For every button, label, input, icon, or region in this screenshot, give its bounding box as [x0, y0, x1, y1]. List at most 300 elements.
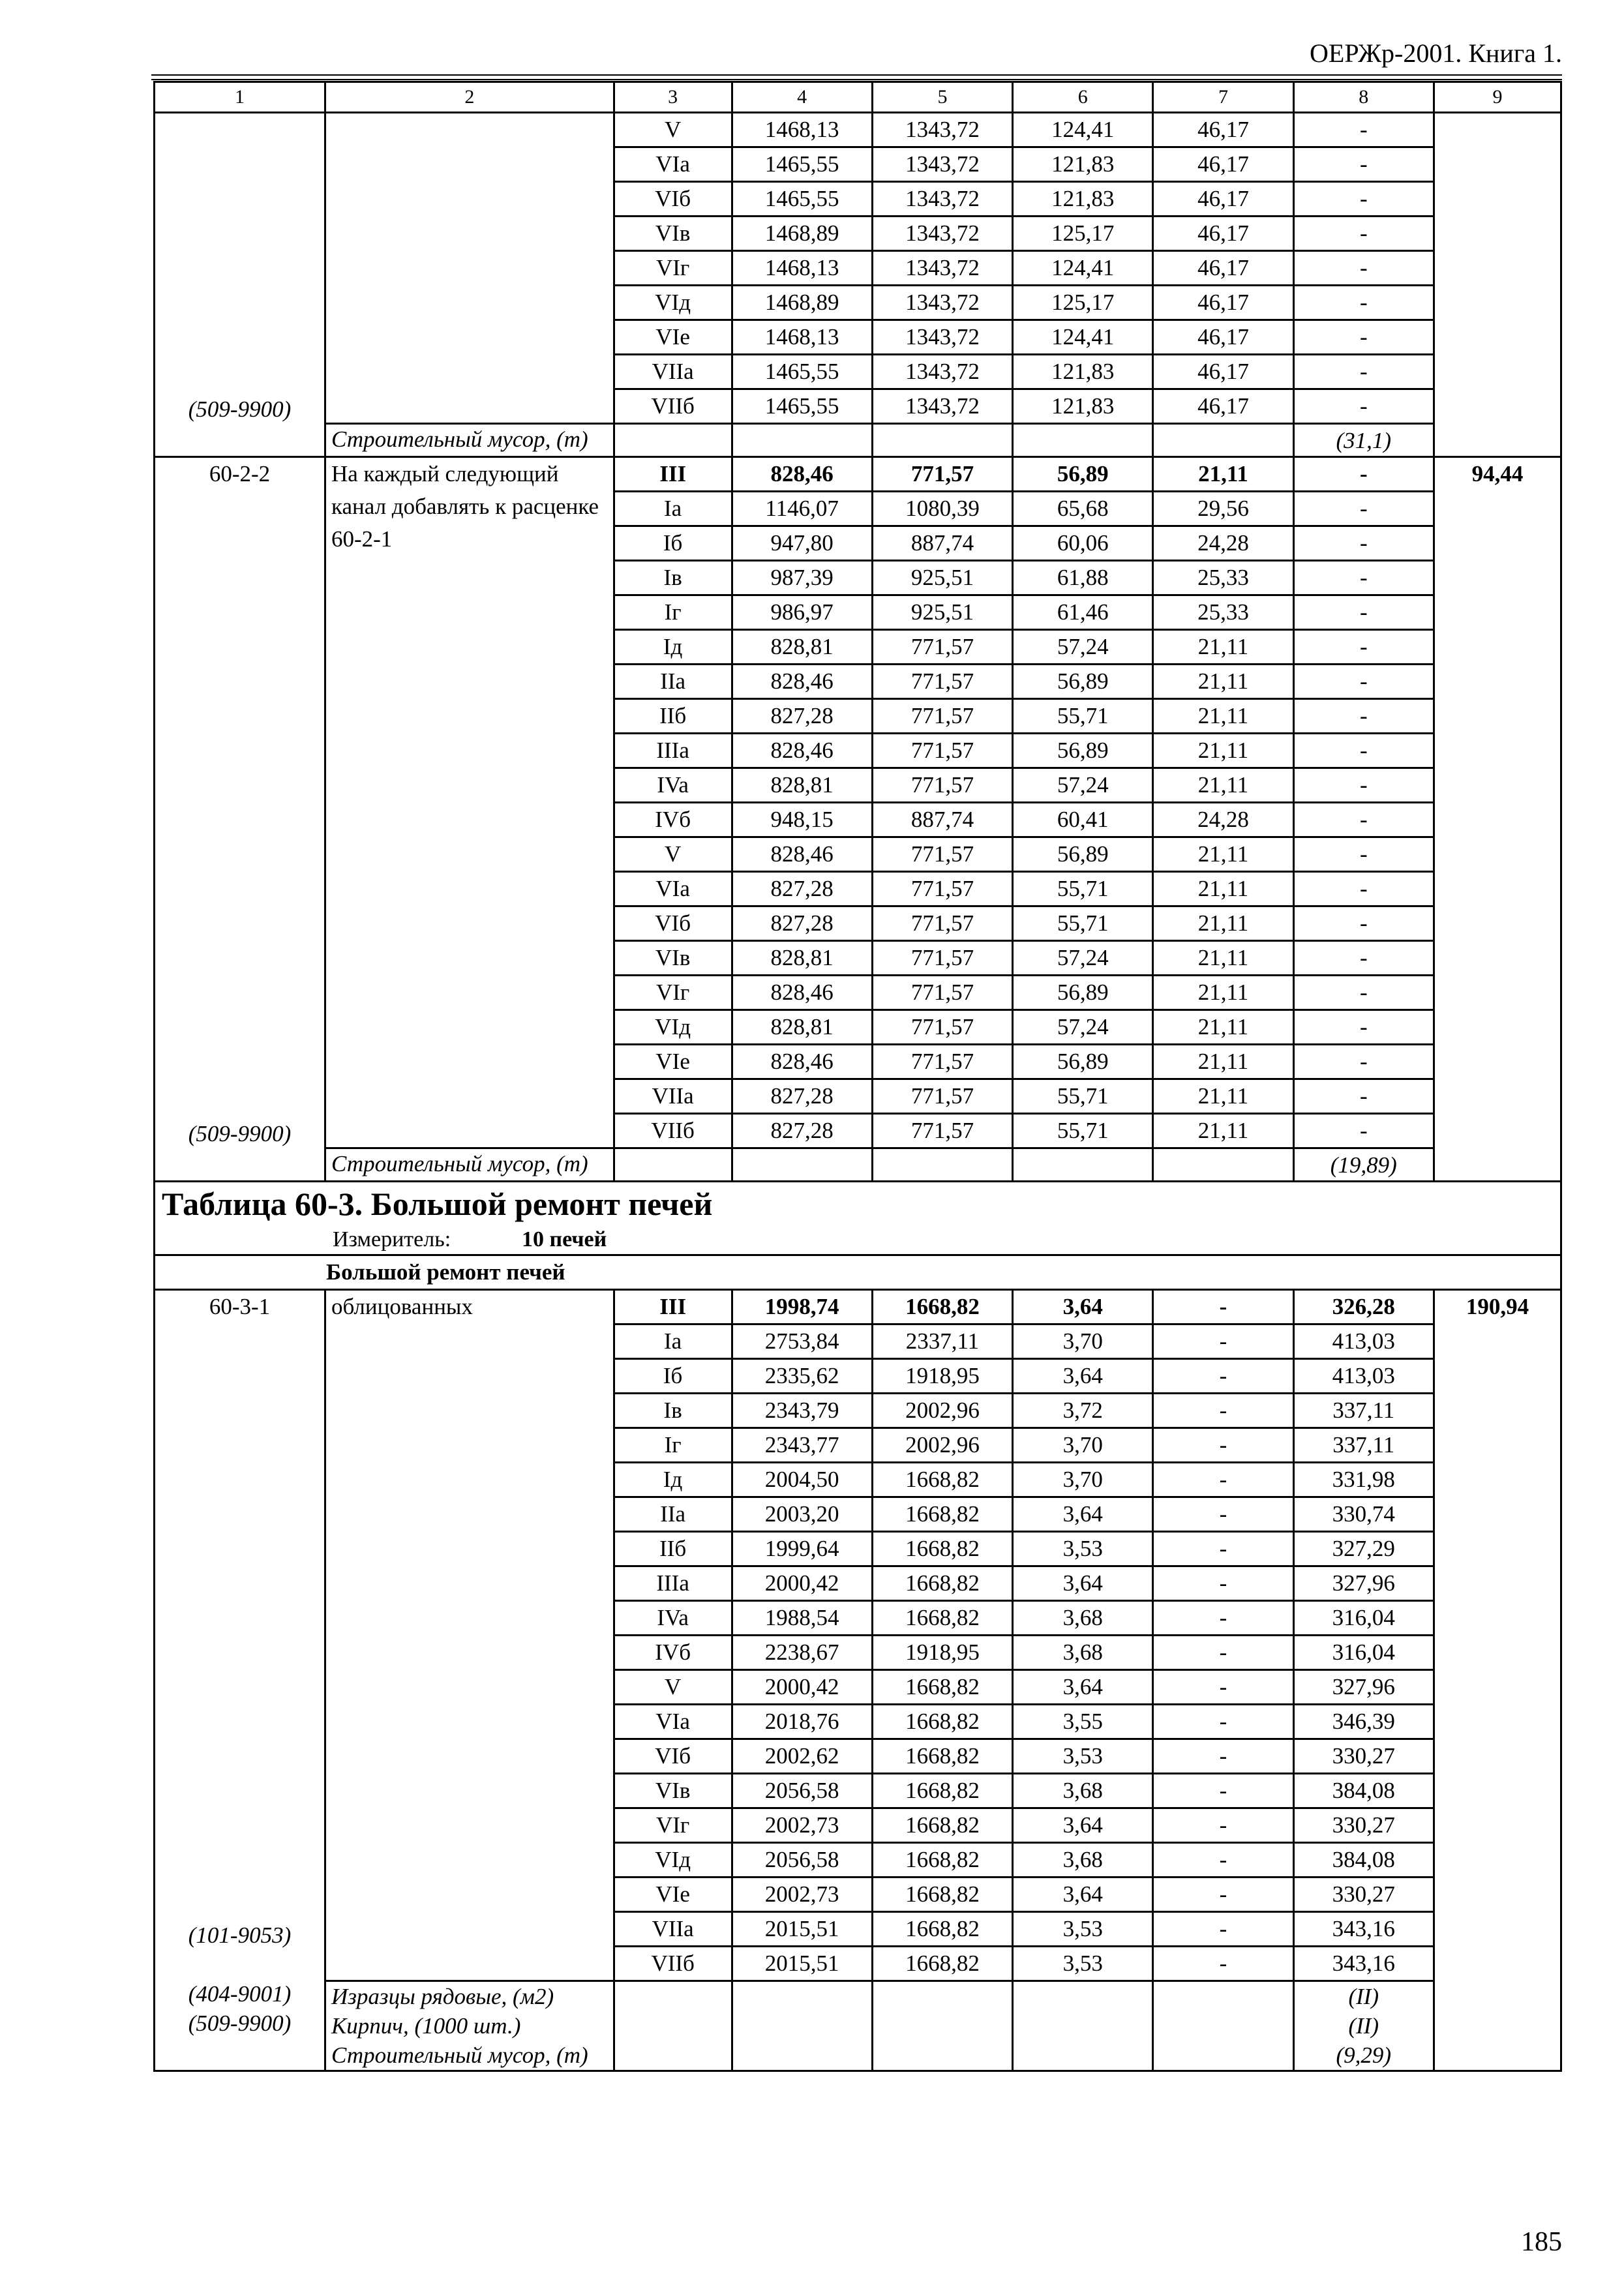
cell-col4: 947,80	[732, 526, 872, 561]
cell-col3: IVa	[614, 1601, 732, 1636]
cell-col7: -	[1153, 1324, 1293, 1359]
cell-col3: IIa	[614, 1497, 732, 1532]
cell-col8: -	[1293, 630, 1434, 665]
cell-col4: 827,28	[732, 906, 872, 941]
cell-col3: Iд	[614, 630, 732, 665]
cell-col8: 327,29	[1293, 1532, 1434, 1566]
cell-col4: 2343,79	[732, 1394, 872, 1428]
cell-col4: 828,46	[732, 976, 872, 1010]
cell-col5: 887,74	[872, 803, 1012, 837]
cell-col4: 828,81	[732, 630, 872, 665]
table-subheading-row	[155, 1255, 1561, 1290]
cell-col3: Ia	[614, 1324, 732, 1359]
resource-code: (509-9900)	[188, 2011, 292, 2036]
cell-col6: 3,70	[1013, 1428, 1153, 1463]
cell-col4: 828,46	[732, 837, 872, 872]
resource-name-cell	[325, 1981, 614, 2071]
cell-col7: -	[1153, 1843, 1293, 1878]
cell-col7: -	[1153, 1601, 1293, 1636]
cell-col8: -	[1293, 217, 1434, 251]
header-rule-inner	[151, 79, 1562, 80]
cell-col8: -	[1293, 1010, 1434, 1045]
cell-col7: -	[1153, 1290, 1293, 1324]
cell-col4: 1988,54	[732, 1601, 872, 1636]
cell-col4: 828,46	[732, 734, 872, 768]
cell-col5: 771,57	[872, 734, 1012, 768]
cell-col7: 21,11	[1153, 1114, 1293, 1148]
cell-col6: 3,55	[1013, 1705, 1153, 1739]
cell-col6: 3,72	[1013, 1394, 1153, 1428]
cell-col3: VIa	[614, 872, 732, 906]
cell-col7: -	[1153, 1705, 1293, 1739]
cell-col8: -	[1293, 492, 1434, 526]
cell-col3: VIIa	[614, 355, 732, 389]
cell-col7: 24,28	[1153, 803, 1293, 837]
rates-table-body	[155, 82, 1561, 2071]
cell-col8: -	[1293, 699, 1434, 734]
cell-col7: -	[1153, 1566, 1293, 1601]
cell-col4: 987,39	[732, 561, 872, 595]
cell-col5: 771,57	[872, 872, 1012, 906]
resource-qty-cell	[1293, 1981, 1434, 2071]
cell-col8: -	[1293, 941, 1434, 976]
cell-col5: 1668,82	[872, 1739, 1012, 1774]
cell-col4: 828,81	[732, 941, 872, 976]
cell-col6: 125,17	[1013, 217, 1153, 251]
cell-col4: 2753,84	[732, 1324, 872, 1359]
cell-col7: 24,28	[1153, 526, 1293, 561]
resource-empty-cell	[614, 1148, 732, 1182]
cell-col8: 337,11	[1293, 1428, 1434, 1463]
cell-col3: IIб	[614, 699, 732, 734]
cell-col6: 3,53	[1013, 1739, 1153, 1774]
cell-col6: 121,83	[1013, 389, 1153, 424]
spacer	[155, 1148, 324, 1178]
column-number: 1	[155, 82, 325, 113]
cell-col3: VIв	[614, 217, 732, 251]
cell-col5: 1343,72	[872, 389, 1012, 424]
cell-col3: VIв	[614, 1774, 732, 1808]
work-name-cell	[325, 457, 614, 1148]
cell-col6: 55,71	[1013, 872, 1153, 906]
resource-code: (101-9053)	[188, 1922, 292, 1948]
cell-col7: 46,17	[1153, 217, 1293, 251]
cell-col5: 771,57	[872, 1045, 1012, 1079]
cell-col3: Iг	[614, 1428, 732, 1463]
cell-col7: -	[1153, 1359, 1293, 1394]
cell-col6: 56,89	[1013, 837, 1153, 872]
cell-col3: IIIa	[614, 1566, 732, 1601]
cell-col4: 2335,62	[732, 1359, 872, 1394]
cell-col8: 330,74	[1293, 1497, 1434, 1532]
cell-col4: 2002,73	[732, 1808, 872, 1843]
cell-col6: 56,89	[1013, 457, 1153, 492]
cell-col8: -	[1293, 561, 1434, 595]
cell-col7: 21,11	[1153, 1010, 1293, 1045]
cell-col6: 3,64	[1013, 1290, 1153, 1324]
cell-col8: 330,27	[1293, 1808, 1434, 1843]
cell-col3: VIe	[614, 1878, 732, 1912]
cell-col8: -	[1293, 1045, 1434, 1079]
resource-codes	[155, 395, 324, 453]
cell-col8: -	[1293, 595, 1434, 630]
cell-col5: 1343,72	[872, 147, 1012, 182]
work-name: На каждый следующий канал добавлять к расценке 60-2-1	[331, 461, 599, 552]
cell-col6: 65,68	[1013, 492, 1153, 526]
cell-col8: 330,27	[1293, 1739, 1434, 1774]
resource-empty-cell	[1153, 1981, 1293, 2071]
cell-col3: III	[614, 457, 732, 492]
cell-col3: Iб	[614, 1359, 732, 1394]
cell-col3: VIд	[614, 1010, 732, 1045]
cell-col7: 46,17	[1153, 286, 1293, 320]
cell-col6: 55,71	[1013, 1114, 1153, 1148]
cell-col6: 57,24	[1013, 630, 1153, 665]
cell-col3: Iг	[614, 595, 732, 630]
resource-row	[155, 1981, 1561, 2071]
rate-code: 60-3-1	[209, 1294, 271, 1319]
cell-col3: VIг	[614, 1808, 732, 1843]
cell-col6: 3,70	[1013, 1463, 1153, 1497]
cell-col5: 1668,82	[872, 1912, 1012, 1947]
column-number: 3	[614, 82, 732, 113]
cell-col6: 124,41	[1013, 113, 1153, 147]
cell-col7: 21,11	[1153, 941, 1293, 976]
work-name-cell	[325, 113, 614, 424]
cell-col4: 1468,89	[732, 286, 872, 320]
column-number: 4	[732, 82, 872, 113]
cell-col7: 21,11	[1153, 699, 1293, 734]
table-row	[155, 1290, 1561, 1324]
page-number: 185	[1521, 2227, 1562, 2257]
cell-col7: -	[1153, 1808, 1293, 1843]
cell-col8: -	[1293, 320, 1434, 355]
cell-col8: -	[1293, 1114, 1434, 1148]
cell-col5: 771,57	[872, 837, 1012, 872]
unit-label: Измеритель:	[333, 1227, 451, 1251]
cell-col7: 21,11	[1153, 976, 1293, 1010]
cell-col5: 1668,82	[872, 1843, 1012, 1878]
cell-col8: 343,16	[1293, 1912, 1434, 1947]
cell-col6: 3,53	[1013, 1532, 1153, 1566]
cell-col6: 55,71	[1013, 906, 1153, 941]
cell-col8: 413,03	[1293, 1359, 1434, 1394]
resource-name-cell	[325, 1148, 614, 1182]
cell-col3: VIг	[614, 976, 732, 1010]
column-number: 9	[1434, 82, 1561, 113]
cell-col6: 56,89	[1013, 665, 1153, 699]
document-header: ОЕРЖр-2001. Книга 1.	[1310, 38, 1562, 68]
cell-col3: IIa	[614, 665, 732, 699]
cell-col5: 2002,96	[872, 1394, 1012, 1428]
resource-codes	[155, 1921, 324, 2067]
cell-col4: 2004,50	[732, 1463, 872, 1497]
cell-col8: -	[1293, 182, 1434, 217]
resource-qty: (19,89)	[1330, 1152, 1397, 1178]
cell-col6: 3,64	[1013, 1808, 1153, 1843]
cell-col5: 1918,95	[872, 1636, 1012, 1670]
cell-col6: 3,68	[1013, 1843, 1153, 1878]
cell-col5: 771,57	[872, 665, 1012, 699]
column-number: 8	[1293, 82, 1434, 113]
cell-col8: -	[1293, 872, 1434, 906]
cell-col4: 828,81	[732, 1010, 872, 1045]
cell-col7: 25,33	[1153, 561, 1293, 595]
resource-empty-cell	[732, 1148, 872, 1182]
cell-col5: 1343,72	[872, 286, 1012, 320]
cell-col8: 337,11	[1293, 1394, 1434, 1428]
cell-col6: 56,89	[1013, 734, 1153, 768]
column-number: 5	[872, 82, 1012, 113]
cell-col3: IIб	[614, 1532, 732, 1566]
cell-col3: V	[614, 113, 732, 147]
cell-col5: 1918,95	[872, 1359, 1012, 1394]
cell-col5: 1343,72	[872, 182, 1012, 217]
cell-col8: -	[1293, 734, 1434, 768]
cell-col4: 1998,74	[732, 1290, 872, 1324]
cell-col7: 46,17	[1153, 113, 1293, 147]
column-number: 7	[1153, 82, 1293, 113]
cell-col4: 1999,64	[732, 1532, 872, 1566]
cell-col6: 3,68	[1013, 1601, 1153, 1636]
cell-col7: 21,11	[1153, 872, 1293, 906]
cell-col7: 25,33	[1153, 595, 1293, 630]
resource-empty-cell	[1013, 424, 1153, 457]
cell-col7: 21,11	[1153, 837, 1293, 872]
cell-col8: -	[1293, 286, 1434, 320]
cell-col3: VIб	[614, 1739, 732, 1774]
cell-col8: 327,96	[1293, 1670, 1434, 1705]
cell-col7: -	[1153, 1912, 1293, 1947]
resource-empty-cell	[732, 424, 872, 457]
resource-name: Строительный мусор, (т)	[331, 426, 588, 452]
cell-col8: 384,08	[1293, 1774, 1434, 1808]
resource-qty: (31,1)	[1336, 427, 1392, 453]
resource-name: Строительный мусор, (т)	[331, 2042, 588, 2068]
cell-col5: 771,57	[872, 941, 1012, 976]
resource-code: (509-9900)	[188, 1121, 292, 1146]
cell-col5: 771,57	[872, 1114, 1012, 1148]
cell-col8: -	[1293, 803, 1434, 837]
cell-col8: 326,28	[1293, 1290, 1434, 1324]
cell-col6: 3,70	[1013, 1324, 1153, 1359]
resource-empty-cell	[1153, 424, 1293, 457]
cell-col4: 986,97	[732, 595, 872, 630]
cell-col8: 331,98	[1293, 1463, 1434, 1497]
cell-col6: 3,64	[1013, 1497, 1153, 1532]
labor-cost: 190,94	[1466, 1294, 1529, 1319]
cell-col3: V	[614, 837, 732, 872]
cell-col4: 948,15	[732, 803, 872, 837]
cell-col8: -	[1293, 251, 1434, 286]
cell-col5: 1668,82	[872, 1566, 1012, 1601]
cell-col3: VIe	[614, 320, 732, 355]
cell-col7: -	[1153, 1636, 1293, 1670]
rate-code-cell	[155, 1290, 325, 2071]
cell-col6: 57,24	[1013, 768, 1153, 803]
cell-col6: 60,06	[1013, 526, 1153, 561]
cell-col8: -	[1293, 665, 1434, 699]
cell-col4: 2003,20	[732, 1497, 872, 1532]
rate-code: 60-2-2	[209, 461, 271, 486]
work-name-cell	[325, 1290, 614, 1981]
resource-qty-cell	[1293, 1148, 1434, 1182]
cell-col4: 1465,55	[732, 182, 872, 217]
cell-col7: -	[1153, 1497, 1293, 1532]
cell-col7: -	[1153, 1532, 1293, 1566]
cell-col5: 1080,39	[872, 492, 1012, 526]
resource-qty-cell	[1293, 424, 1434, 457]
resource-row	[155, 424, 1561, 457]
cell-col7: 46,17	[1153, 147, 1293, 182]
resource-row	[155, 1148, 1561, 1182]
cell-col8: -	[1293, 457, 1434, 492]
cell-col7: 21,11	[1153, 768, 1293, 803]
cell-col7: -	[1153, 1463, 1293, 1497]
cell-col4: 1146,07	[732, 492, 872, 526]
cell-col6: 121,83	[1013, 182, 1153, 217]
resource-name: Строительный мусор, (т)	[331, 1151, 588, 1176]
cell-col6: 3,64	[1013, 1670, 1153, 1705]
cell-col5: 1668,82	[872, 1601, 1012, 1636]
cell-col6: 56,89	[1013, 976, 1153, 1010]
cell-col7: 29,56	[1153, 492, 1293, 526]
cell-col5: 1668,82	[872, 1532, 1012, 1566]
resource-qty: (9,29)	[1336, 2042, 1392, 2068]
cell-col6: 3,53	[1013, 1947, 1153, 1981]
table-row	[155, 113, 1561, 147]
cell-col5: 1668,82	[872, 1808, 1012, 1843]
cell-col5: 771,57	[872, 1010, 1012, 1045]
cell-col4: 2000,42	[732, 1566, 872, 1601]
cell-col7: 46,17	[1153, 320, 1293, 355]
cell-col3: VIд	[614, 1843, 732, 1878]
cell-col5: 771,57	[872, 906, 1012, 941]
header-rule	[151, 74, 1562, 76]
resource-empty-cell	[614, 1981, 732, 2071]
cell-col6: 121,83	[1013, 355, 1153, 389]
resource-code: (509-9900)	[188, 396, 292, 422]
cell-col7: 46,17	[1153, 355, 1293, 389]
cell-col4: 2015,51	[732, 1912, 872, 1947]
cell-col4: 2238,67	[732, 1636, 872, 1670]
cell-col6: 121,83	[1013, 147, 1153, 182]
cell-col5: 1668,82	[872, 1878, 1012, 1912]
cell-col3: Iд	[614, 1463, 732, 1497]
cell-col8: -	[1293, 526, 1434, 561]
spacer	[155, 1950, 324, 1979]
cell-col3: VIв	[614, 941, 732, 976]
cell-col4: 827,28	[732, 1114, 872, 1148]
cell-col6: 3,68	[1013, 1774, 1153, 1808]
cell-col7: -	[1153, 1774, 1293, 1808]
cell-col5: 1668,82	[872, 1705, 1012, 1739]
resource-code: (404-9001)	[188, 1981, 292, 2007]
cell-col4: 828,46	[732, 1045, 872, 1079]
column-number-row	[155, 82, 1561, 113]
cell-col8: 330,27	[1293, 1878, 1434, 1912]
cell-col4: 1468,89	[732, 217, 872, 251]
cell-col3: VIб	[614, 182, 732, 217]
cell-col4: 828,81	[732, 768, 872, 803]
cell-col8: -	[1293, 147, 1434, 182]
cell-col7: 46,17	[1153, 251, 1293, 286]
cell-col8: -	[1293, 837, 1434, 872]
cell-col6: 124,41	[1013, 320, 1153, 355]
cell-col4: 1465,55	[732, 147, 872, 182]
cell-col4: 827,28	[732, 1079, 872, 1114]
cell-col4: 2056,58	[732, 1774, 872, 1808]
resource-empty-cell	[872, 1981, 1012, 2071]
work-name: облицованных	[331, 1294, 473, 1319]
cell-col5: 771,57	[872, 630, 1012, 665]
cell-col3: VIг	[614, 251, 732, 286]
cell-col5: 771,57	[872, 699, 1012, 734]
cell-col3: VIa	[614, 1705, 732, 1739]
cell-col7: 46,17	[1153, 389, 1293, 424]
labor-cost-cell	[1434, 1290, 1561, 2071]
cell-col8: -	[1293, 113, 1434, 147]
cell-col4: 2002,73	[732, 1878, 872, 1912]
cell-col5: 925,51	[872, 561, 1012, 595]
cell-col6: 3,64	[1013, 1878, 1153, 1912]
cell-col7: -	[1153, 1947, 1293, 1981]
cell-col3: Iв	[614, 561, 732, 595]
cell-col3: III	[614, 1290, 732, 1324]
cell-col6: 3,64	[1013, 1359, 1153, 1394]
cell-col4: 1465,55	[732, 355, 872, 389]
unit-value: 10 печей	[522, 1227, 607, 1251]
cell-col7: -	[1153, 1394, 1293, 1428]
unit-line	[162, 1225, 1556, 1254]
column-number: 2	[325, 82, 614, 113]
cell-col4: 828,46	[732, 457, 872, 492]
cell-col3: V	[614, 1670, 732, 1705]
cell-col4: 2000,42	[732, 1670, 872, 1705]
column-number: 6	[1013, 82, 1153, 113]
cell-col7: -	[1153, 1428, 1293, 1463]
cell-col6: 124,41	[1013, 251, 1153, 286]
cell-col5: 771,57	[872, 976, 1012, 1010]
cell-col5: 1343,72	[872, 320, 1012, 355]
resource-empty-cell	[872, 424, 1012, 457]
cell-col5: 1668,82	[872, 1670, 1012, 1705]
cell-col8: 413,03	[1293, 1324, 1434, 1359]
cell-col4: 2015,51	[732, 1947, 872, 1981]
cell-col7: -	[1153, 1878, 1293, 1912]
cell-col4: 827,28	[732, 699, 872, 734]
labor-cost-cell	[1434, 113, 1561, 457]
cell-col5: 1343,72	[872, 355, 1012, 389]
cell-col8: 343,16	[1293, 1947, 1434, 1981]
cell-col7: -	[1153, 1670, 1293, 1705]
cell-col3: VIд	[614, 286, 732, 320]
cell-col3: IVб	[614, 1636, 732, 1670]
rate-code-cell	[155, 113, 325, 457]
resource-name-cell	[325, 424, 614, 457]
cell-col3: VIб	[614, 906, 732, 941]
cell-col6: 55,71	[1013, 699, 1153, 734]
cell-col7: 21,11	[1153, 1045, 1293, 1079]
cell-col8: 327,96	[1293, 1566, 1434, 1601]
cell-col3: VIIб	[614, 389, 732, 424]
table-title: Таблица 60-3. Большой ремонт печей	[162, 1186, 713, 1222]
resource-name: Изразцы рядовые, (м2)	[331, 1984, 554, 2009]
resource-empty-cell	[732, 1981, 872, 2071]
cell-col7: -	[1153, 1739, 1293, 1774]
cell-col6: 57,24	[1013, 1010, 1153, 1045]
cell-col8: -	[1293, 355, 1434, 389]
